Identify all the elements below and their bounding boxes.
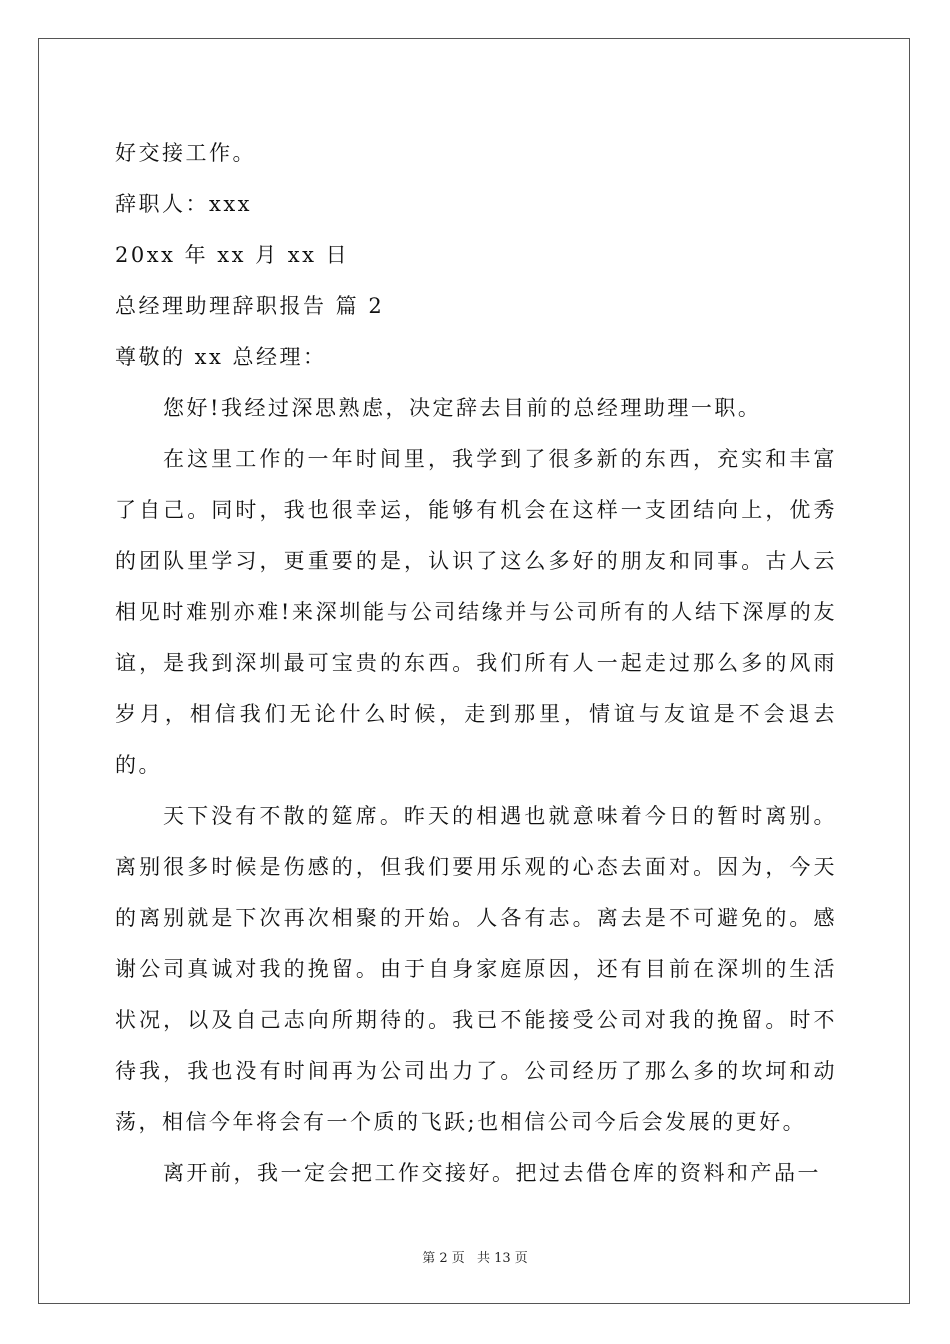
resigner-line: 辞职人：xxx bbox=[115, 192, 253, 216]
page-footer bbox=[0, 1247, 950, 1266]
text-line: 好交接工作。 bbox=[115, 141, 256, 165]
paragraph: 离开前，我一定会把工作交接好。把过去借仓库的资料和产品一 bbox=[163, 1161, 821, 1185]
date-line: 20xx 年 xx 月 xx 日 bbox=[115, 243, 350, 267]
paragraph: 天下没有不散的筵席。昨天的相遇也就意味着今日的暂时离别。离别很多时候是伤感的，但我们要用乐观的心态去面对。因为，今天的离别就是下次再次相聚的开始。人各有志。离去是不可避免的。感谢公司真诚对我的挽留。由于自身家庭原因，还有目前在深圳的生活状况，以及自己志向所期待的。我已不能接受公司对我的挽留。时不待我，我也没有时间再为公司出力了。公司经历了那么多的坎坷和动荡，相信今年将会有一个质的飞跃;也相信公司今后会发展的更好。 bbox=[115, 804, 837, 1134]
section-title: 总经理助理辞职报告 篇 2 bbox=[115, 294, 385, 318]
page-total: 共 13 页 bbox=[476, 1251, 528, 1266]
paragraph: 在这里工作的一年时间里，我学到了很多新的东西，充实和丰富了自己。同时，我也很幸运，能够有机会在这样一支团结向上，优秀的团队里学习，更重要的是，认识了这么多好的朋友和同事。古人云相见时难别亦难!来深圳能与公司结缘并与公司所有的人结下深厚的友谊，是我到深圳最可宝贵的东西。我们所有人一起走过那么多的风雨岁月，相信我们无论什么时候，走到那里，情谊与友谊是不会退去的。 bbox=[115, 447, 837, 777]
paragraph: 您好!我经过深思熟虑，决定辞去目前的总经理助理一职。 bbox=[163, 396, 762, 420]
page-number: 第 2 页 bbox=[422, 1251, 465, 1266]
salutation: 尊敬的 xx 总经理： bbox=[115, 345, 327, 369]
document-body bbox=[115, 128, 837, 1199]
